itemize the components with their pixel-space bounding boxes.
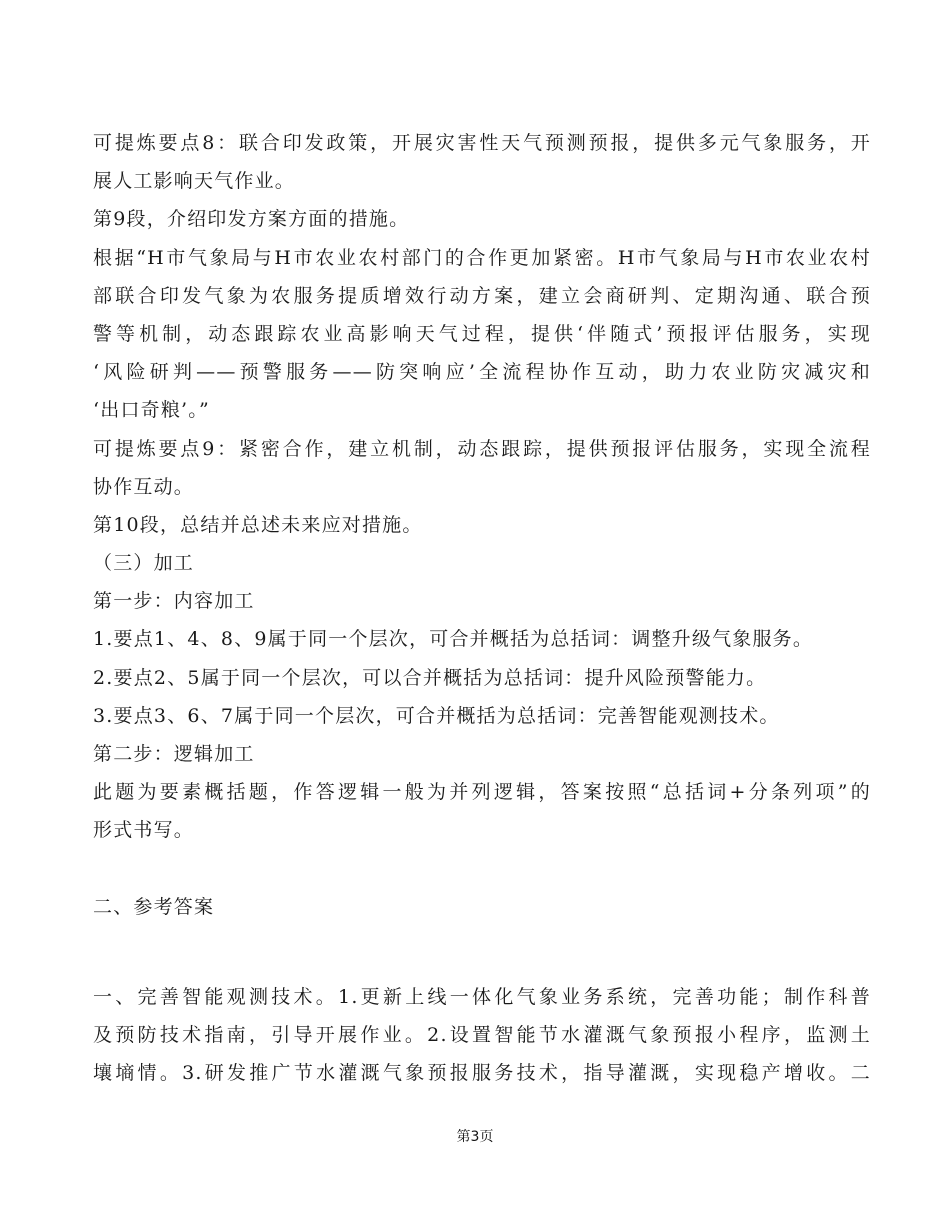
text-line: 展人工影响天气作业。 — [93, 170, 296, 193]
text-line: ‘风险研判——预警服务——防突响应’全流程协作互动，助力农业防灾减灾和 — [93, 361, 871, 384]
text-line: 警等机制，动态跟踪农业高影响天气过程，提供‘伴随式’预报评估服务，实现 — [93, 322, 871, 345]
answer-line: 及预防技术指南，引导开展作业。2.设置智能节水灌溉气象预报小程序，监测土 — [93, 1023, 871, 1046]
text-line: 可提炼要点8：联合印发政策，开展灾害性天气预测预报，提供多元气象服务，开 — [93, 132, 871, 154]
step-heading: 第二步：逻辑加工 — [93, 743, 255, 765]
text-line: 此题为要素概括题，作答逻辑一般为并列逻辑，答案按照“总括词+分条列项”的 — [93, 781, 871, 804]
list-item: 2.要点2、5属于同一个层次，可以合并概括为总括词：提升风险预警能力。 — [93, 666, 767, 689]
answer-line: 壤墒情。3.研发推广节水灌溉气象预报服务技术，指导灌溉，实现稳产增收。二 — [93, 1062, 871, 1085]
section-heading: 二、参考答案 — [93, 895, 215, 918]
answer-line: 一、完善智能观测技术。1.更新上线一体化气象业务系统，完善功能；制作科普 — [93, 985, 871, 1008]
spacer — [93, 926, 871, 978]
document-page — [93, 124, 871, 1092]
paragraph-heading: 第9段，介绍印发方案方面的措施。 — [93, 208, 410, 231]
text-line: 可提炼要点9：紧密合作，建立机制，动态跟踪，提供预报评估服务，实现全流程 — [93, 437, 871, 460]
paragraph-heading: 第10段，总结并总述未来应对措施。 — [93, 513, 423, 536]
step-heading: 第一步：内容加工 — [93, 590, 255, 613]
text-line: 部联合印发气象为农服务提质增效行动方案，建立会商研判、定期沟通、联合预 — [93, 284, 871, 307]
list-item: 3.要点3、6、7属于同一个层次，可合并概括为总括词：完善智能观测技术。 — [93, 704, 780, 727]
list-item: 1.要点1、4、8、9属于同一个层次，可合并概括为总括词：调整升级气象服务。 — [93, 628, 814, 651]
text-line: 根据“H市气象局与H市农业农村部门的合作更加紧密。H市气象局与H市农业农村 — [93, 246, 871, 269]
text-line: 形式书写。 — [93, 819, 195, 842]
spacer — [93, 850, 871, 888]
text-line: 协作互动。 — [93, 475, 195, 498]
section-subheading: （三）加工 — [93, 552, 195, 575]
page-number: 第3页 — [456, 1129, 494, 1145]
text-line: ‘出口奇粮’。” — [93, 399, 210, 422]
